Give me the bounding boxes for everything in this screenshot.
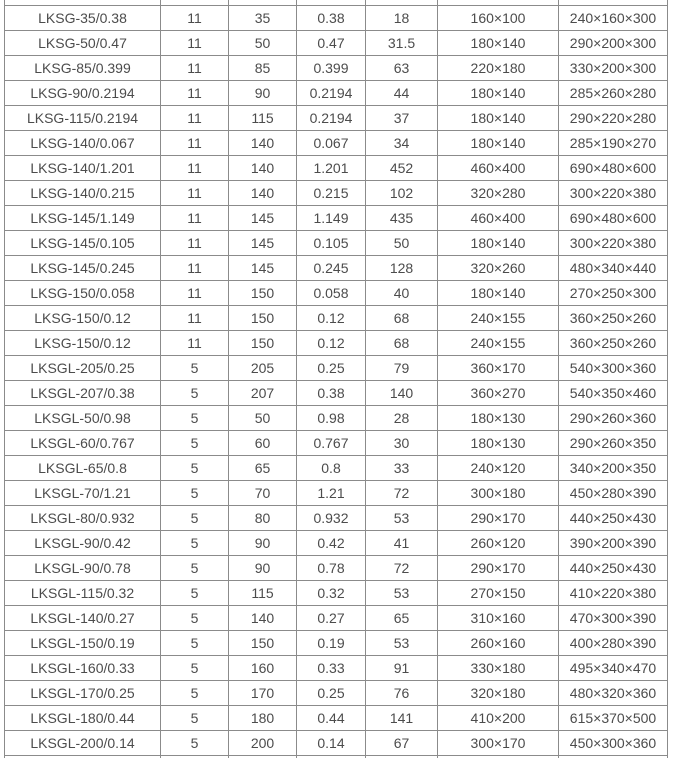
table-cell: 11 bbox=[161, 281, 229, 306]
table-cell: 140 bbox=[229, 156, 297, 181]
table-cell: 5 bbox=[161, 506, 229, 531]
table-row bbox=[5, 706, 668, 731]
table-cell: 270×250×300 bbox=[559, 281, 668, 306]
table-cell: 495×340×470 bbox=[559, 656, 668, 681]
table-cell: 260×120 bbox=[438, 531, 559, 556]
table-row bbox=[5, 81, 668, 106]
table-cell: 0.058 bbox=[297, 281, 366, 306]
table-cell: 91 bbox=[366, 656, 438, 681]
table-cell: 90 bbox=[229, 556, 297, 581]
table-row bbox=[5, 481, 668, 506]
table-cell: LKSGL-180/0.44 bbox=[5, 706, 161, 731]
table-row bbox=[5, 156, 668, 181]
table-cell: 33 bbox=[366, 456, 438, 481]
table-cell: 180×130 bbox=[438, 406, 559, 431]
table-row bbox=[5, 431, 668, 456]
table-cell: 30 bbox=[366, 431, 438, 456]
table-cell: 145 bbox=[229, 231, 297, 256]
table-cell: 0.19 bbox=[297, 631, 366, 656]
table-cell: 180×140 bbox=[438, 81, 559, 106]
table-cell: 0.8 bbox=[297, 456, 366, 481]
table-cell: LKSGL-80/0.932 bbox=[5, 506, 161, 531]
table-cell: 0.767 bbox=[297, 431, 366, 456]
table-cell: 450×280×390 bbox=[559, 481, 668, 506]
table-cell: 300×220×380 bbox=[559, 231, 668, 256]
table-row bbox=[5, 531, 668, 556]
spec-table-body bbox=[5, 0, 668, 758]
table-cell: LKSGL-65/0.8 bbox=[5, 456, 161, 481]
table-row bbox=[5, 406, 668, 431]
table-cell: LKSGL-207/0.38 bbox=[5, 381, 161, 406]
table-cell: 290×170 bbox=[438, 506, 559, 531]
table-cell: 11 bbox=[161, 156, 229, 181]
table-row bbox=[5, 6, 668, 31]
table-cell: 102 bbox=[366, 181, 438, 206]
table-cell: 140 bbox=[229, 181, 297, 206]
table-cell: 290×260×360 bbox=[559, 406, 668, 431]
table-cell: 0.399 bbox=[297, 56, 366, 81]
table-cell: 180×140 bbox=[438, 231, 559, 256]
table-cell: LKSG-90/0.2194 bbox=[5, 81, 161, 106]
table-row bbox=[5, 181, 668, 206]
table-cell: LKSG-35/0.38 bbox=[5, 6, 161, 31]
table-cell: 340×200×350 bbox=[559, 456, 668, 481]
table-cell: 5 bbox=[161, 531, 229, 556]
table-cell: 34 bbox=[366, 131, 438, 156]
table-cell: 410×200 bbox=[438, 706, 559, 731]
table-cell: 0.98 bbox=[297, 406, 366, 431]
table-cell: 11 bbox=[161, 131, 229, 156]
table-cell: LKSGL-160/0.33 bbox=[5, 656, 161, 681]
table-cell: 160×100 bbox=[438, 6, 559, 31]
table-cell: LKSGL-140/0.27 bbox=[5, 606, 161, 631]
table-cell: 180×140 bbox=[438, 281, 559, 306]
table-row bbox=[5, 556, 668, 581]
table-cell: 72 bbox=[366, 481, 438, 506]
table-cell: 11 bbox=[161, 81, 229, 106]
table-cell: 50 bbox=[229, 31, 297, 56]
table-cell: 50 bbox=[229, 406, 297, 431]
table-cell: 0.215 bbox=[297, 181, 366, 206]
table-cell: 11 bbox=[161, 31, 229, 56]
table-cell: 480×320×360 bbox=[559, 681, 668, 706]
table-cell: 50 bbox=[366, 231, 438, 256]
table-cell: 0.78 bbox=[297, 556, 366, 581]
table-row bbox=[5, 581, 668, 606]
table-cell: 300×220×380 bbox=[559, 181, 668, 206]
table-cell: 300×170 bbox=[438, 731, 559, 756]
table-cell: 150 bbox=[229, 331, 297, 356]
table-row bbox=[5, 231, 668, 256]
table-cell: 170 bbox=[229, 681, 297, 706]
table-cell: 285×260×280 bbox=[559, 81, 668, 106]
table-cell: LKSG-145/0.245 bbox=[5, 256, 161, 281]
table-cell: 115 bbox=[229, 581, 297, 606]
table-cell: LKSG-140/0.215 bbox=[5, 181, 161, 206]
table-cell: LKSGL-50/0.98 bbox=[5, 406, 161, 431]
table-cell: 35 bbox=[229, 6, 297, 31]
table-cell: 63 bbox=[366, 56, 438, 81]
table-cell: 290×260×350 bbox=[559, 431, 668, 456]
table-row bbox=[5, 606, 668, 631]
table-cell: 0.14 bbox=[297, 731, 366, 756]
table-cell: 0.12 bbox=[297, 306, 366, 331]
table-cell: 320×260 bbox=[438, 256, 559, 281]
table-row bbox=[5, 256, 668, 281]
table-cell: 115 bbox=[229, 106, 297, 131]
table-cell: LKSG-50/0.47 bbox=[5, 31, 161, 56]
table-row bbox=[5, 681, 668, 706]
table-cell: 360×250×260 bbox=[559, 306, 668, 331]
table-row bbox=[5, 106, 668, 131]
table-cell: 11 bbox=[161, 181, 229, 206]
table-cell: 90 bbox=[229, 531, 297, 556]
table-cell: 31.5 bbox=[366, 31, 438, 56]
table-cell: 1.21 bbox=[297, 481, 366, 506]
table-cell: 5 bbox=[161, 356, 229, 381]
table-cell: 5 bbox=[161, 381, 229, 406]
table-cell: 0.32 bbox=[297, 581, 366, 606]
table-cell: 85 bbox=[229, 56, 297, 81]
table-cell: LKSG-140/1.201 bbox=[5, 156, 161, 181]
table-cell: 60 bbox=[229, 431, 297, 456]
table-row bbox=[5, 281, 668, 306]
table-cell: 240×160×300 bbox=[559, 6, 668, 31]
table-cell: 205 bbox=[229, 356, 297, 381]
table-cell: 0.105 bbox=[297, 231, 366, 256]
table-cell: 128 bbox=[366, 256, 438, 281]
table-row bbox=[5, 131, 668, 156]
table-row bbox=[5, 331, 668, 356]
table-cell: 11 bbox=[161, 256, 229, 281]
table-cell: 0.33 bbox=[297, 656, 366, 681]
product-spec-table bbox=[4, 0, 668, 758]
table-cell: 140 bbox=[229, 606, 297, 631]
table-cell: 540×350×460 bbox=[559, 381, 668, 406]
table-cell: LKSG-145/1.149 bbox=[5, 206, 161, 231]
table-cell: 140 bbox=[229, 131, 297, 156]
table-cell: LKSG-145/0.105 bbox=[5, 231, 161, 256]
table-cell: 180×130 bbox=[438, 431, 559, 456]
table-cell: 460×400 bbox=[438, 156, 559, 181]
table-cell: 5 bbox=[161, 706, 229, 731]
table-cell: 0.44 bbox=[297, 706, 366, 731]
table-cell: 5 bbox=[161, 581, 229, 606]
table-cell: 5 bbox=[161, 631, 229, 656]
table-row bbox=[5, 206, 668, 231]
table-cell: 310×160 bbox=[438, 606, 559, 631]
table-cell: 5 bbox=[161, 656, 229, 681]
table-cell: 180 bbox=[229, 706, 297, 731]
table-cell: LKSG-150/0.12 bbox=[5, 306, 161, 331]
table-cell: 320×280 bbox=[438, 181, 559, 206]
table-cell: 330×200×300 bbox=[559, 56, 668, 81]
table-cell: 460×400 bbox=[438, 206, 559, 231]
table-cell: 0.25 bbox=[297, 356, 366, 381]
table-cell: 53 bbox=[366, 581, 438, 606]
table-cell: LKSGL-90/0.42 bbox=[5, 531, 161, 556]
table-cell: 11 bbox=[161, 331, 229, 356]
table-cell: 200 bbox=[229, 731, 297, 756]
table-cell: LKSG-150/0.12 bbox=[5, 331, 161, 356]
table-cell: LKSGL-205/0.25 bbox=[5, 356, 161, 381]
table-cell: 290×170 bbox=[438, 556, 559, 581]
table-cell: 390×200×390 bbox=[559, 531, 668, 556]
table-row bbox=[5, 356, 668, 381]
table-cell: 320×180 bbox=[438, 681, 559, 706]
table-cell: LKSGL-60/0.767 bbox=[5, 431, 161, 456]
table-cell: 28 bbox=[366, 406, 438, 431]
table-cell: LKSG-150/0.058 bbox=[5, 281, 161, 306]
table-cell: 5 bbox=[161, 556, 229, 581]
table-cell: 360×250×260 bbox=[559, 331, 668, 356]
table-cell: LKSG-115/0.2194 bbox=[5, 106, 161, 131]
table-cell: LKSGL-200/0.14 bbox=[5, 731, 161, 756]
table-cell: 65 bbox=[366, 606, 438, 631]
table-cell: 160 bbox=[229, 656, 297, 681]
table-cell: 180×140 bbox=[438, 31, 559, 56]
table-cell: 435 bbox=[366, 206, 438, 231]
table-cell: 0.38 bbox=[297, 381, 366, 406]
table-cell: 260×160 bbox=[438, 631, 559, 656]
table-cell: 440×250×430 bbox=[559, 506, 668, 531]
table-cell: 480×340×440 bbox=[559, 256, 668, 281]
table-cell: 79 bbox=[366, 356, 438, 381]
table-cell: 285×190×270 bbox=[559, 131, 668, 156]
table-cell: 0.27 bbox=[297, 606, 366, 631]
table-cell: 290×200×300 bbox=[559, 31, 668, 56]
table-cell: 40 bbox=[366, 281, 438, 306]
table-cell: 0.932 bbox=[297, 506, 366, 531]
table-cell: 5 bbox=[161, 456, 229, 481]
table-cell: 0.25 bbox=[297, 681, 366, 706]
table-cell: 76 bbox=[366, 681, 438, 706]
table-cell: 80 bbox=[229, 506, 297, 531]
table-cell: 240×120 bbox=[438, 456, 559, 481]
table-cell: 44 bbox=[366, 81, 438, 106]
table-cell: LKSGL-150/0.19 bbox=[5, 631, 161, 656]
table-cell: 5 bbox=[161, 681, 229, 706]
table-cell: 68 bbox=[366, 331, 438, 356]
table-cell: 690×480×600 bbox=[559, 156, 668, 181]
table-cell: 440×250×430 bbox=[559, 556, 668, 581]
table-cell: 1.201 bbox=[297, 156, 366, 181]
table-cell: 90 bbox=[229, 81, 297, 106]
table-cell: 360×270 bbox=[438, 381, 559, 406]
table-cell: 53 bbox=[366, 631, 438, 656]
table-cell: 67 bbox=[366, 731, 438, 756]
table-row bbox=[5, 631, 668, 656]
table-row bbox=[5, 306, 668, 331]
table-cell: 452 bbox=[366, 156, 438, 181]
table-cell: 72 bbox=[366, 556, 438, 581]
table-cell: 180×140 bbox=[438, 131, 559, 156]
table-cell: 180×140 bbox=[438, 106, 559, 131]
table-cell: 360×170 bbox=[438, 356, 559, 381]
table-cell: 150 bbox=[229, 281, 297, 306]
table-cell: 5 bbox=[161, 606, 229, 631]
table-cell: 0.12 bbox=[297, 331, 366, 356]
table-cell: LKSGL-90/0.78 bbox=[5, 556, 161, 581]
table-cell: 330×180 bbox=[438, 656, 559, 681]
table-cell: 615×370×500 bbox=[559, 706, 668, 731]
table-cell: 68 bbox=[366, 306, 438, 331]
table-cell: 410×220×380 bbox=[559, 581, 668, 606]
table-cell: 290×220×280 bbox=[559, 106, 668, 131]
table-cell: 470×300×390 bbox=[559, 606, 668, 631]
table-row bbox=[5, 656, 668, 681]
table-cell: 11 bbox=[161, 306, 229, 331]
table-cell: 690×480×600 bbox=[559, 206, 668, 231]
table-cell: 300×180 bbox=[438, 481, 559, 506]
table-cell: 65 bbox=[229, 456, 297, 481]
table-cell: 53 bbox=[366, 506, 438, 531]
table-cell: 141 bbox=[366, 706, 438, 731]
table-row bbox=[5, 381, 668, 406]
table-cell: 270×150 bbox=[438, 581, 559, 606]
table-cell: 11 bbox=[161, 206, 229, 231]
table-cell: 0.067 bbox=[297, 131, 366, 156]
table-cell: LKSGL-70/1.21 bbox=[5, 481, 161, 506]
table-cell: 0.245 bbox=[297, 256, 366, 281]
table-cell: 5 bbox=[161, 481, 229, 506]
table-cell: 5 bbox=[161, 731, 229, 756]
table-cell: LKSGL-170/0.25 bbox=[5, 681, 161, 706]
table-cell: 70 bbox=[229, 481, 297, 506]
table-cell: 220×180 bbox=[438, 56, 559, 81]
table-cell: 400×280×390 bbox=[559, 631, 668, 656]
table-row bbox=[5, 56, 668, 81]
table-cell: 41 bbox=[366, 531, 438, 556]
table-cell: 0.2194 bbox=[297, 106, 366, 131]
table-cell: 0.42 bbox=[297, 531, 366, 556]
table-cell: 37 bbox=[366, 106, 438, 131]
table-cell: LKSG-85/0.399 bbox=[5, 56, 161, 81]
table-cell: LKSG-140/0.067 bbox=[5, 131, 161, 156]
table-cell: 145 bbox=[229, 256, 297, 281]
table-cell: 11 bbox=[161, 6, 229, 31]
table-cell: 240×155 bbox=[438, 331, 559, 356]
table-cell: 240×155 bbox=[438, 306, 559, 331]
table-row bbox=[5, 31, 668, 56]
table-cell: 5 bbox=[161, 406, 229, 431]
table-cell: 11 bbox=[161, 106, 229, 131]
table-cell: 207 bbox=[229, 381, 297, 406]
table-cell: 18 bbox=[366, 6, 438, 31]
table-cell: 540×300×360 bbox=[559, 356, 668, 381]
table-cell: LKSGL-115/0.32 bbox=[5, 581, 161, 606]
table-row bbox=[5, 731, 668, 756]
table-cell: 450×300×360 bbox=[559, 731, 668, 756]
table-cell: 0.47 bbox=[297, 31, 366, 56]
table-cell: 11 bbox=[161, 56, 229, 81]
table-row bbox=[5, 456, 668, 481]
table-cell: 150 bbox=[229, 306, 297, 331]
table-cell: 0.38 bbox=[297, 6, 366, 31]
table-cell: 1.149 bbox=[297, 206, 366, 231]
table-cell: 11 bbox=[161, 231, 229, 256]
table-cell: 140 bbox=[366, 381, 438, 406]
table-row bbox=[5, 506, 668, 531]
table-cell: 0.2194 bbox=[297, 81, 366, 106]
table-cell: 145 bbox=[229, 206, 297, 231]
table-cell: 150 bbox=[229, 631, 297, 656]
table-cell: 5 bbox=[161, 431, 229, 456]
